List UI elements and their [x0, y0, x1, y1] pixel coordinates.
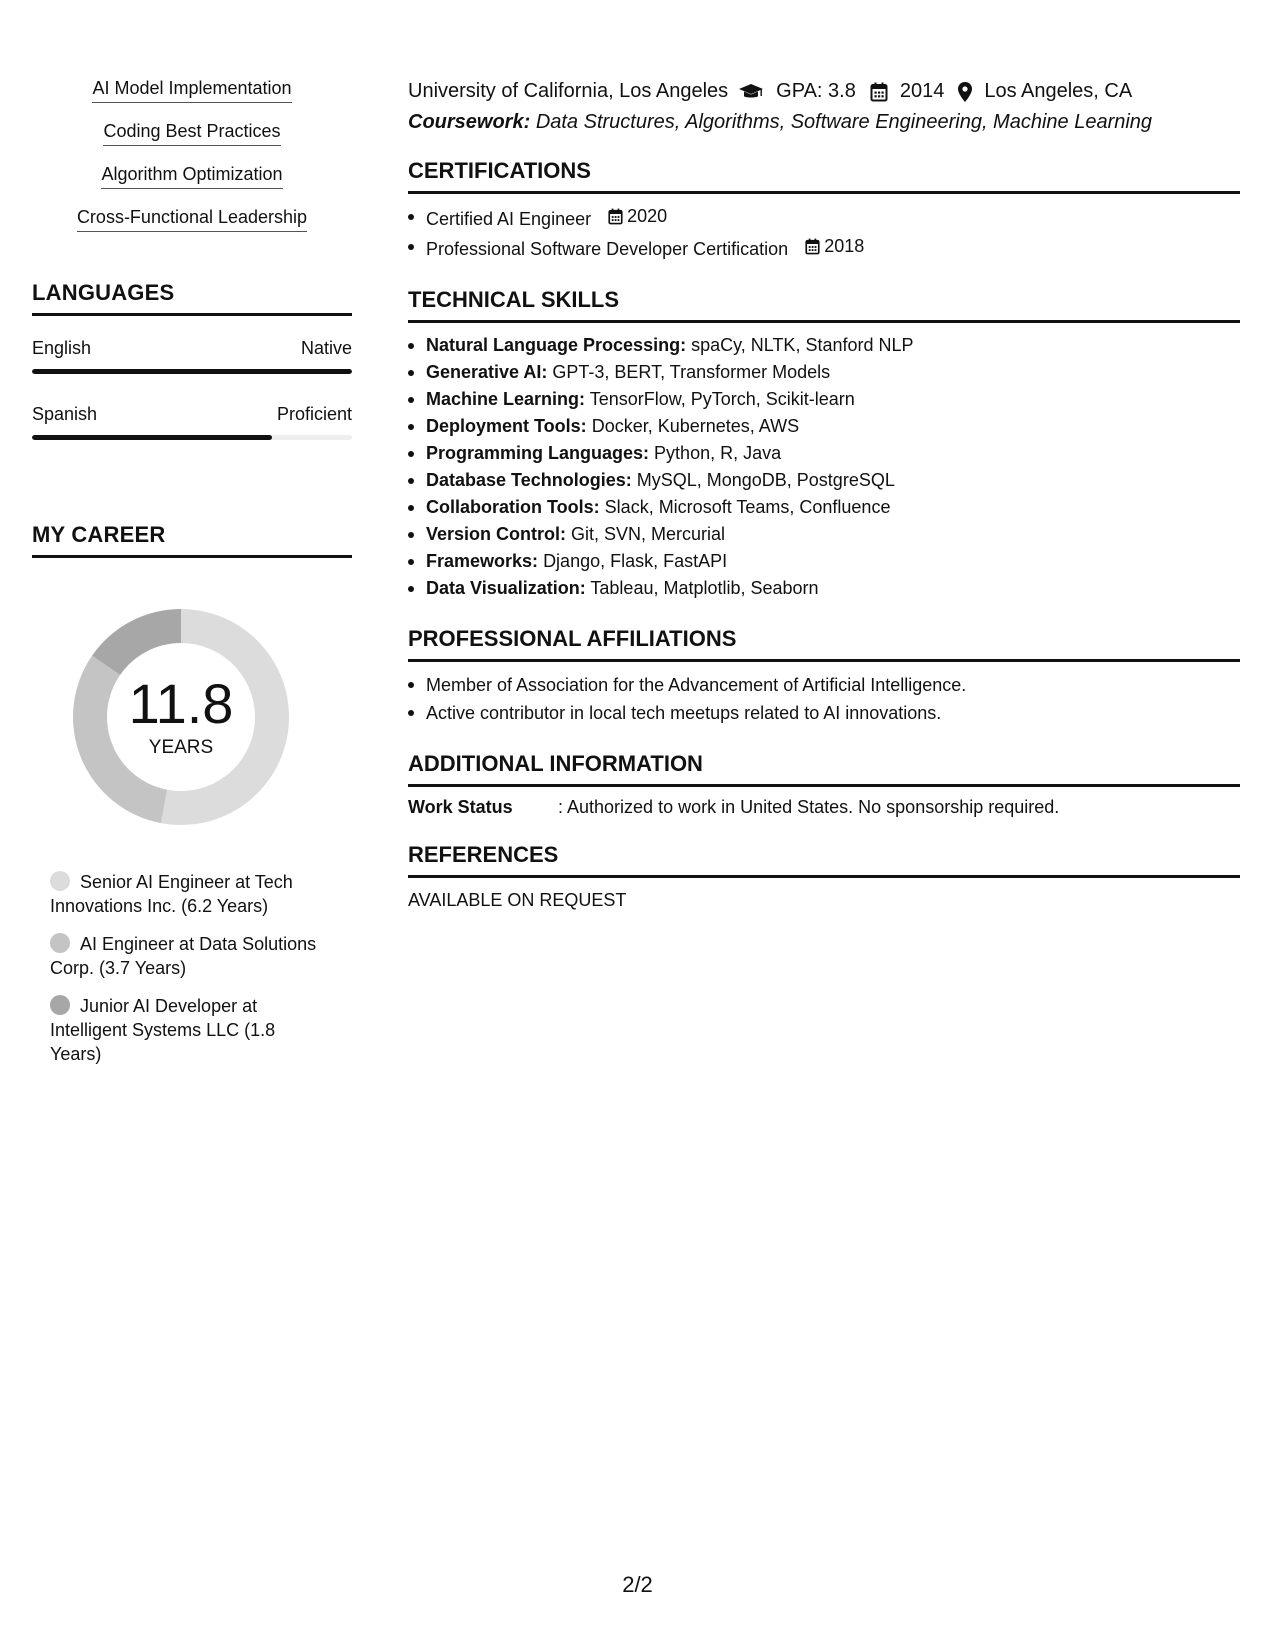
tech-skill-item: Deployment Tools: Docker, Kubernetes, AWS [408, 413, 1240, 440]
additional-info-title: ADDITIONAL INFORMATION [408, 751, 1240, 787]
language-level: Proficient [276, 404, 352, 424]
legend-item: Junior AI Developer at Intelligent Systems LLC (1.8 Years) [50, 996, 276, 1064]
legend-dot [50, 995, 70, 1015]
language-name: English [32, 338, 92, 358]
language-bar [32, 435, 352, 440]
career-legend [50, 870, 320, 1066]
career-unit: YEARS [148, 737, 214, 758]
work-status-label: Work Status [408, 797, 513, 817]
certifications-title: CERTIFICATIONS [408, 158, 1240, 194]
school-name: University of California, Los Angeles [408, 80, 729, 102]
gpa: GPA: 3.8 [776, 80, 856, 102]
tech-skill-item: Machine Learning: TensorFlow, PyTorch, Scikit-learn [408, 386, 1240, 413]
skill-item: Coding Best Practices [32, 121, 352, 146]
work-status-value: : Authorized to work in United States. No sponsorship required. [558, 797, 1060, 817]
technical-skills-list [408, 332, 1240, 602]
languages-title: LANGUAGES [32, 280, 352, 316]
languages-section [32, 280, 352, 440]
skills-list [32, 78, 352, 232]
tech-skill-item: Natural Language Processing: spaCy, NLTK, Stanford NLP [408, 332, 1240, 359]
language-level: Native [300, 338, 352, 358]
language-row [32, 338, 352, 359]
calendar-icon [608, 208, 623, 225]
donut-center [66, 602, 296, 832]
language-bar-fill [32, 435, 272, 440]
tech-skill-item: Frameworks: Django, Flask, FastAPI [408, 548, 1240, 575]
language-bar [32, 369, 352, 374]
graduation-cap-icon [738, 83, 764, 101]
affiliation-item: Member of Association for the Advancement of Artificial Intelligence. [408, 671, 1240, 699]
career-section [32, 522, 352, 1066]
calendar-icon [870, 82, 888, 102]
tech-skill-item: Generative AI: GPT-3, BERT, Transformer Models [408, 359, 1240, 386]
certification-date: 2020 [608, 203, 667, 230]
technical-skills-title: TECHNICAL SKILLS [408, 287, 1240, 323]
legend-item: AI Engineer at Data Solutions Corp. (3.7 Years) [50, 934, 317, 978]
tech-skill-item: Data Visualization: Tableau, Matplotlib, Seaborn [408, 575, 1240, 602]
work-status-row [408, 797, 1240, 818]
skill-item: Algorithm Optimization [32, 164, 352, 189]
education-line [408, 80, 1240, 103]
tech-skill-item: Programming Languages: Python, R, Java [408, 440, 1240, 467]
certifications-list [408, 203, 1240, 263]
coursework-label: Coursework: [408, 111, 531, 133]
affiliations-title: PROFESSIONAL AFFILIATIONS [408, 626, 1240, 662]
references-text: AVAILABLE ON REQUEST [408, 890, 627, 910]
right-column [408, 80, 1240, 911]
language-bar-fill [32, 369, 352, 374]
legend-item: Senior AI Engineer at Tech Innovations Inc. (6.2 Years) [50, 872, 293, 916]
language-row [32, 404, 352, 425]
tech-skill-item: Version Control: Git, SVN, Mercurial [408, 521, 1240, 548]
tech-skill-item: Collaboration Tools: Slack, Microsoft Teams, Confluence [408, 494, 1240, 521]
certification-date: 2018 [805, 233, 864, 260]
page-number: 2/2 [622, 1572, 653, 1597]
coursework [408, 111, 1240, 134]
coursework-value: Data Structures, Algorithms, Software Engineering, Machine Learning [535, 111, 1153, 133]
affiliations-list [408, 671, 1240, 727]
legend-dot [50, 933, 70, 953]
language-name: Spanish [32, 404, 98, 424]
legend-dot [50, 871, 70, 891]
left-column [32, 78, 352, 1080]
skill-item: AI Model Implementation [32, 78, 352, 103]
career-total: 11.8 [128, 672, 234, 735]
certification-item: Professional Software Developer Certification 2018 [408, 233, 1240, 263]
affiliation-item: Active contributor in local tech meetups related to AI innovations. [408, 699, 1240, 727]
graduation-year: 2014 [899, 80, 945, 102]
school-location: Los Angeles, CA [984, 80, 1133, 102]
career-title: MY CAREER [32, 522, 352, 558]
career-donut-chart [66, 602, 296, 832]
calendar-icon [805, 238, 820, 255]
tech-skill-item: Database Technologies: MySQL, MongoDB, PostgreSQL [408, 467, 1240, 494]
certification-item: Certified AI Engineer 2020 [408, 203, 1240, 233]
skill-item: Cross-Functional Leadership [32, 207, 352, 232]
references-title: REFERENCES [408, 842, 1240, 878]
map-pin-icon [958, 82, 972, 102]
